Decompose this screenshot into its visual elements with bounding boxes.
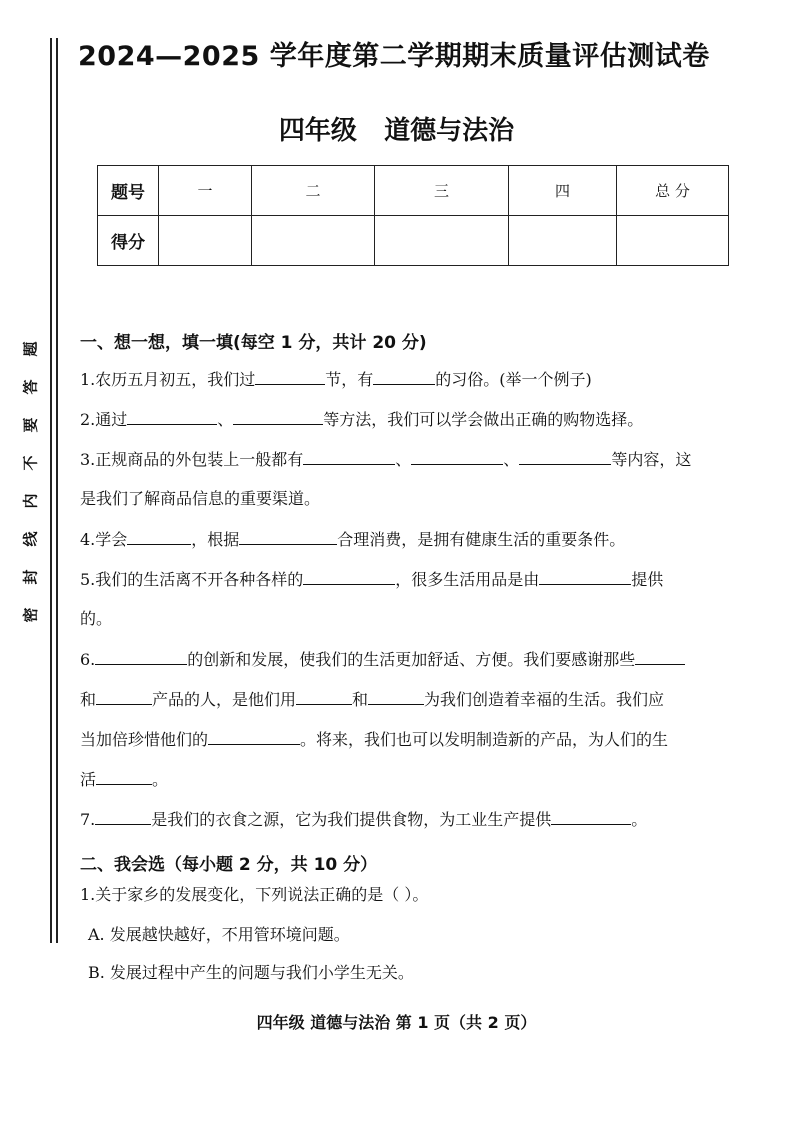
column-header: 一 (159, 166, 252, 216)
question-text: 和 (80, 690, 97, 709)
question-text: 等内容，这 (611, 450, 692, 469)
binding-char: 密 (21, 607, 40, 623)
answer-blank[interactable] (255, 368, 325, 385)
answer-blank[interactable] (208, 728, 300, 745)
binding-char: 要 (21, 417, 40, 433)
question-4 (80, 528, 625, 551)
question-text: 的习俗。(举一个例子) (435, 370, 592, 389)
binding-char: 线 (21, 531, 40, 547)
question-text: 等方法，我们可以学会做出正确的购物选择。 (323, 410, 644, 429)
question-number-label: 题号 (98, 166, 159, 216)
question-text: 、 (217, 410, 234, 429)
question-text: 6. (80, 650, 96, 669)
answer-blank[interactable] (233, 408, 323, 425)
question-text: 。将来，我们也可以发明制造新的产品，为人们的生 (300, 730, 669, 749)
question-3 (80, 448, 691, 471)
page-footer: 四年级 道德与法治 第 1 页（共 2 页） (256, 1013, 537, 1032)
question-5-continued: 的。 (80, 609, 113, 628)
answer-blank[interactable] (303, 568, 395, 585)
answer-blank[interactable] (551, 808, 631, 825)
answer-blank[interactable] (635, 648, 685, 665)
answer-blank[interactable] (239, 528, 337, 545)
binding-char: 答 (21, 379, 40, 395)
binding-char: 题 (21, 341, 40, 357)
choice-question-1: 1.关于家乡的发展变化，下列说法正确的是（ ）。 (80, 885, 429, 904)
question-text: 当加倍珍惜他们的 (80, 730, 209, 749)
question-text: 、 (395, 450, 412, 469)
answer-blank[interactable] (296, 688, 352, 705)
question-text: 活 (80, 770, 97, 789)
question-text: 节，有 (325, 370, 374, 389)
column-header: 总 分 (617, 166, 729, 216)
question-text: 5.我们的生活离不开各种各样的 (80, 570, 304, 589)
question-2 (80, 408, 643, 431)
answer-blank[interactable] (303, 448, 395, 465)
score-label: 得分 (98, 216, 159, 266)
answer-blank[interactable] (368, 688, 424, 705)
question-7 (80, 808, 647, 831)
question-3-continued: 是我们了解商品信息的重要渠道。 (80, 489, 321, 508)
question-text: ，根据 (191, 530, 240, 549)
choice-option-a[interactable]: A. 发展越快越好，不用管环境问题。 (88, 925, 350, 944)
question-text: 1.农历五月初五，我们过 (80, 370, 256, 389)
question-text: 合理消费，是拥有健康生活的重要条件。 (337, 530, 626, 549)
answer-blank[interactable] (519, 448, 611, 465)
question-text: 产品的人，是他们用 (152, 690, 297, 709)
binding-char: 封 (21, 569, 40, 585)
question-text: 、 (503, 450, 520, 469)
answer-blank[interactable] (127, 528, 191, 545)
column-header: 三 (375, 166, 509, 216)
question-text: 4.学会 (80, 530, 128, 549)
question-6-line-4 (80, 768, 168, 791)
question-text: 3.正规商品的外包装上一般都有 (80, 450, 304, 469)
question-text: 。 (631, 810, 648, 829)
question-text: ，很多生活用品是由 (395, 570, 540, 589)
exam-subtitle: 四年级 道德与法治 (278, 116, 515, 146)
question-text: 提供 (631, 570, 664, 589)
answer-blank[interactable] (539, 568, 631, 585)
question-text: 7. (80, 810, 96, 829)
question-6-line-2 (80, 688, 664, 711)
answer-blank[interactable] (373, 368, 435, 385)
answer-blank[interactable] (96, 688, 152, 705)
binding-char: 不 (21, 455, 40, 471)
question-1 (80, 368, 592, 391)
exam-title: 2024—2025 学年度第二学期期末质量评估测试卷 (78, 41, 710, 72)
question-text: 是我们的衣食之源，它为我们提供食物，为工业生产提供 (151, 810, 552, 829)
answer-blank[interactable] (95, 648, 187, 665)
answer-blank[interactable] (95, 808, 151, 825)
answer-blank[interactable] (96, 768, 152, 785)
question-text: 和 (352, 690, 369, 709)
binding-char: 内 (21, 493, 40, 509)
question-5 (80, 568, 663, 591)
choice-option-b[interactable]: B. 发展过程中产生的问题与我们小学生无关。 (88, 963, 414, 982)
answer-blank[interactable] (127, 408, 217, 425)
question-6-line-3 (80, 728, 668, 751)
section-2-heading: 二、我会选（每小题 2 分，共 10 分） (80, 855, 378, 875)
column-header: 四 (509, 166, 617, 216)
question-6 (80, 648, 685, 671)
column-header: 二 (252, 166, 375, 216)
answer-blank[interactable] (411, 448, 503, 465)
question-text: 为我们创造着幸福的生活。我们应 (424, 690, 665, 709)
question-text: 的创新和发展，使我们的生活更加舒适、方便。我们要感谢那些 (187, 650, 636, 669)
section-1-heading: 一、想一想，填一填(每空 1 分，共计 20 分) (80, 333, 427, 353)
question-text: 2.通过 (80, 410, 128, 429)
question-text: 。 (152, 770, 169, 789)
